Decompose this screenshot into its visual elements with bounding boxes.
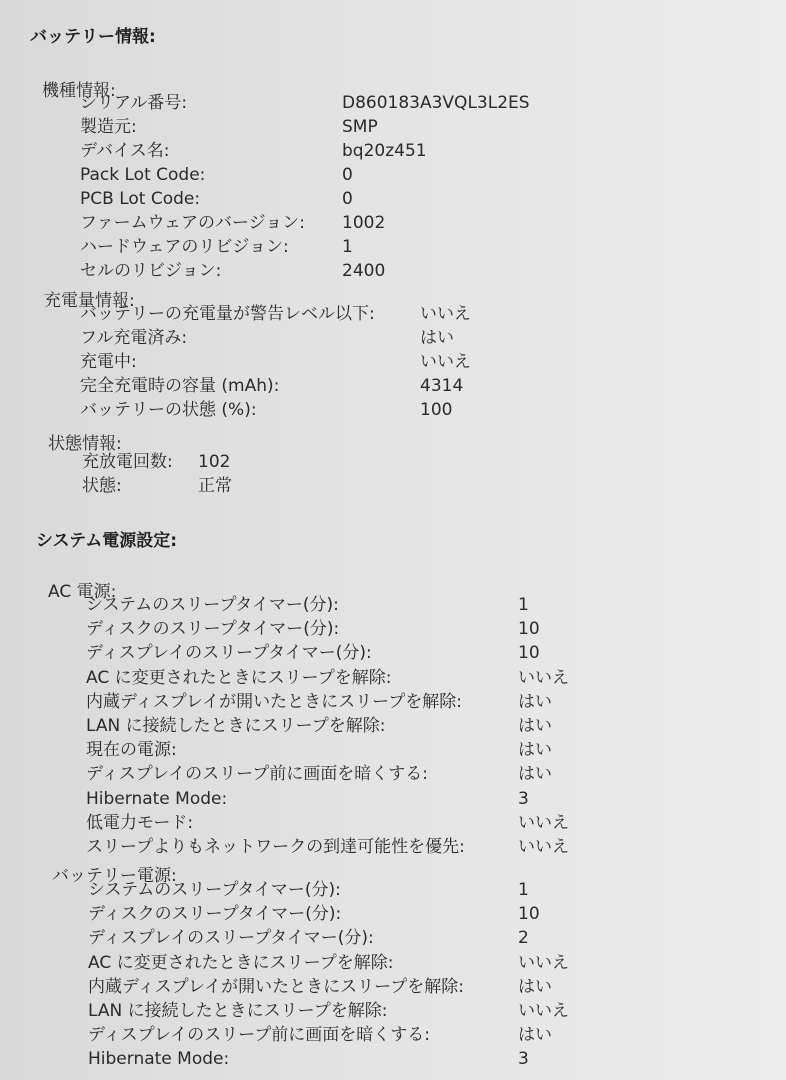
info-row-label: ディスプレイのスリープタイマー(分): <box>86 643 372 664</box>
info-row-value: 0 <box>342 189 353 209</box>
info-row-value: 10 <box>518 904 540 925</box>
info-row-label: 充電中: <box>80 352 137 372</box>
info-row-label: Pack Lot Code: <box>80 165 206 185</box>
info-row-value: 3 <box>518 788 529 809</box>
info-row-value: 1002 <box>342 213 386 233</box>
info-row-label: 内蔵ディスプレイが開いたときにスリープを解除: <box>88 976 464 997</box>
info-row-label: ハードウェアのリビジョン: <box>80 237 289 257</box>
info-row-label: PCB Lot Code: <box>80 189 201 209</box>
info-row-label: 充放電回数: <box>82 452 173 472</box>
info-row-value: 正常 <box>198 476 232 496</box>
info-row-label: Hibernate Mode: <box>88 1049 230 1070</box>
info-row-value: はい <box>518 691 552 712</box>
info-row-value: 1 <box>518 595 529 615</box>
info-row-value: 102 <box>198 452 231 472</box>
power-settings-title: システム電源設定: <box>36 531 178 551</box>
ac-power-heading: AC 電源: <box>48 582 117 602</box>
info-row-label: システムのスリープタイマー(分): <box>86 595 339 615</box>
info-row-value: 100 <box>420 400 453 420</box>
info-row-value: はい <box>518 976 552 997</box>
info-row-label: AC に変更されたときにスリープを解除: <box>86 667 392 688</box>
info-row-value: 2 <box>518 928 529 949</box>
info-row-label: ディスプレイのスリープタイマー(分): <box>88 928 374 949</box>
info-row-label: 現在の電源: <box>86 740 177 761</box>
info-row-label: ディスプレイのスリープ前に画面を暗くする: <box>88 1025 430 1046</box>
info-row-label: バッテリーの状態 (%): <box>80 400 257 420</box>
info-row-value: はい <box>518 1025 552 1046</box>
info-row-value: 10 <box>518 619 540 640</box>
info-row-label: ディスプレイのスリープ前に画面を暗くする: <box>86 764 428 785</box>
info-row-value: 4314 <box>420 376 464 396</box>
info-row-label: LAN に接続したときにスリープを解除: <box>88 1001 388 1021</box>
info-row-value: はい <box>518 716 552 736</box>
info-row-label: 製造元: <box>80 117 137 137</box>
battery-info-title: バッテリー情報: <box>30 27 156 47</box>
info-row-label: ファームウェアのバージョン: <box>80 213 306 233</box>
info-row-label: 低電力モード: <box>86 812 194 833</box>
info-row-value: 10 <box>518 643 540 664</box>
info-row-value: はい <box>518 764 552 785</box>
info-row-label: 内蔵ディスプレイが開いたときにスリープを解除: <box>86 691 462 712</box>
info-row-label: ディスクのスリープタイマー(分): <box>88 904 342 925</box>
info-row-value: いいえ <box>518 667 569 688</box>
info-row-value: 0 <box>342 165 353 185</box>
info-row-value: 1 <box>518 880 529 900</box>
info-row-value: いいえ <box>518 812 569 833</box>
info-row-label: スリープよりもネットワークの到達可能性を優先: <box>86 837 465 857</box>
battery-power-heading: バッテリー電源: <box>52 866 177 886</box>
info-row-label: デバイス名: <box>80 141 170 161</box>
info-row-label: バッテリーの充電量が警告レベル以下: <box>80 304 375 324</box>
info-row-label: LAN に接続したときにスリープを解除: <box>86 716 386 736</box>
model-info-heading: 機種情報: <box>42 81 116 101</box>
charge-info-heading: 充電量情報: <box>44 291 135 311</box>
info-row-label: セルのリビジョン: <box>80 261 222 281</box>
info-row-value: はい <box>420 328 454 348</box>
info-row-value: D860183A3VQL3L2ES <box>342 93 530 113</box>
info-row-value: いいえ <box>518 837 569 857</box>
info-row-value: はい <box>518 740 552 761</box>
info-row-value: 2400 <box>342 261 386 281</box>
info-row-label: フル充電済み: <box>80 328 188 348</box>
info-row-value: いいえ <box>518 1001 569 1021</box>
info-row-label: Hibernate Mode: <box>86 788 228 809</box>
info-row-label: ディスクのスリープタイマー(分): <box>86 619 340 640</box>
info-row-label: AC に変更されたときにスリープを解除: <box>88 952 394 973</box>
info-row-label: 完全充電時の容量 (mAh): <box>80 376 280 396</box>
info-row-value: SMP <box>342 117 378 137</box>
info-row-value: 1 <box>342 237 353 257</box>
info-row-label: システムのスリープタイマー(分): <box>88 880 341 900</box>
info-row-value: bq20z451 <box>342 141 427 161</box>
info-row-label: 状態: <box>82 476 122 496</box>
info-row-value: いいえ <box>518 952 569 973</box>
status-info-heading: 状態情報: <box>48 434 122 454</box>
info-row-value: 3 <box>518 1049 529 1070</box>
info-row-value: いいえ <box>420 352 471 372</box>
info-row-label: シリアル番号: <box>80 93 188 113</box>
info-row-value: いいえ <box>420 304 471 324</box>
